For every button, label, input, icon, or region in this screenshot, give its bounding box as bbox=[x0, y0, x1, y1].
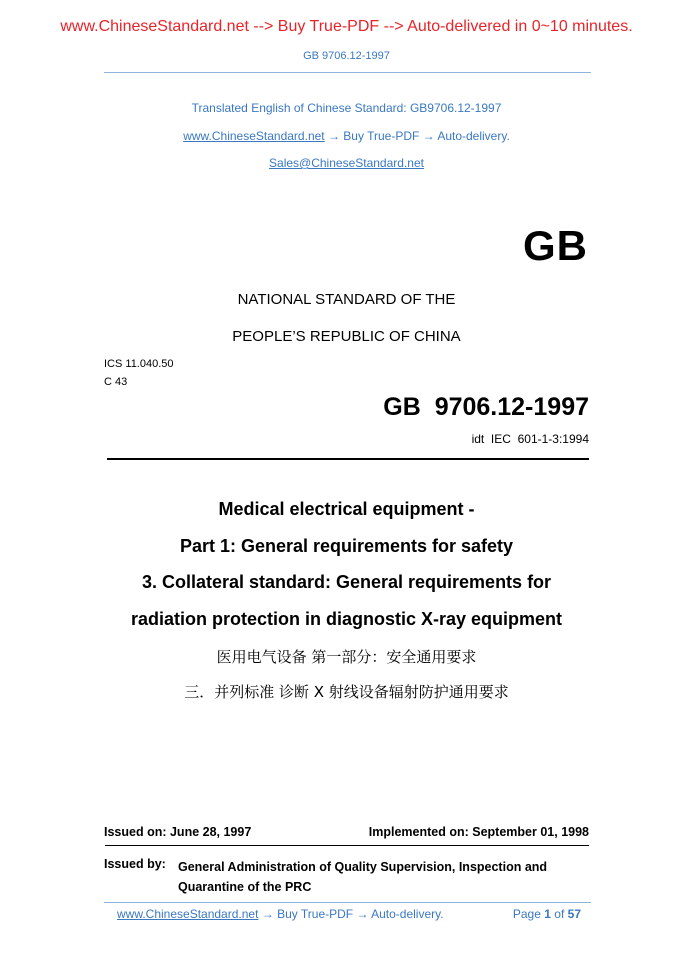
title-line2: Part 1: General requirements for safety bbox=[179, 536, 514, 556]
chinese-title-line2: 三．并列标准 诊断 X 射线设备辐射防护通用要求 bbox=[184, 683, 509, 701]
issued-on: Issued on: June 28, 1997 bbox=[104, 825, 252, 839]
of-label: of bbox=[554, 907, 565, 921]
footer-purchase-line bbox=[117, 907, 444, 921]
national-standard-line1: NATIONAL STANDARD OF THE bbox=[237, 291, 456, 308]
ccs-code: C 43 bbox=[104, 376, 128, 388]
title-line3: 3. Collateral standard: General requirements for bbox=[141, 572, 552, 592]
top-banner[interactable]: www.ChineseStandard.net --> Buy True-PDF --> Auto-delivered in 0~10 minutes. bbox=[60, 18, 633, 35]
gb-logo: GB bbox=[523, 222, 588, 269]
issued-by-text: General Administration of Quality Supervision, Inspection and Quarantine of the PRC bbox=[178, 860, 548, 894]
purchase-line bbox=[0, 129, 693, 143]
dates-divider bbox=[105, 845, 589, 846]
standard-number: GB 9706.12-1997 bbox=[383, 393, 589, 421]
footer-purchase-text: → Buy True-PDF → Auto-delivery. bbox=[258, 907, 444, 921]
idt-reference: idt IEC 601-1-3:1994 bbox=[471, 432, 589, 446]
site-link[interactable]: www.ChineseStandard.net bbox=[183, 129, 325, 143]
header-divider bbox=[104, 72, 591, 73]
purchase-text: → Buy True-PDF → Auto-delivery. bbox=[324, 129, 510, 143]
total-pages: 57 bbox=[567, 907, 581, 921]
page-indicator bbox=[513, 907, 581, 921]
ics-code: ICS 11.040.50 bbox=[104, 358, 174, 370]
page-number: 1 bbox=[544, 907, 551, 921]
title-line4: radiation protection in diagnostic X-ray equipment bbox=[130, 609, 563, 629]
translation-notice: Translated English of Chinese Standard: GB9706.12-1997 bbox=[191, 101, 502, 115]
issued-by-label: Issued by: bbox=[104, 857, 166, 871]
title-divider bbox=[107, 458, 589, 460]
national-standard-line2: PEOPLE’S REPUBLIC OF CHINA bbox=[232, 328, 461, 345]
email-line bbox=[0, 156, 693, 170]
title-line1: Medical electrical equipment - bbox=[218, 499, 475, 519]
page-label: Page bbox=[512, 907, 541, 921]
email-link[interactable]: Sales@ChineseStandard.net bbox=[269, 156, 424, 170]
footer-divider bbox=[104, 902, 591, 903]
header-standard-id: GB 9706.12-1997 bbox=[303, 50, 390, 62]
footer-site-link[interactable]: www.ChineseStandard.net bbox=[117, 907, 259, 921]
chinese-title-line1: 医用电气设备 第一部分：安全通用要求 bbox=[216, 648, 477, 666]
implemented-on: Implemented on: September 01, 1998 bbox=[368, 825, 589, 839]
